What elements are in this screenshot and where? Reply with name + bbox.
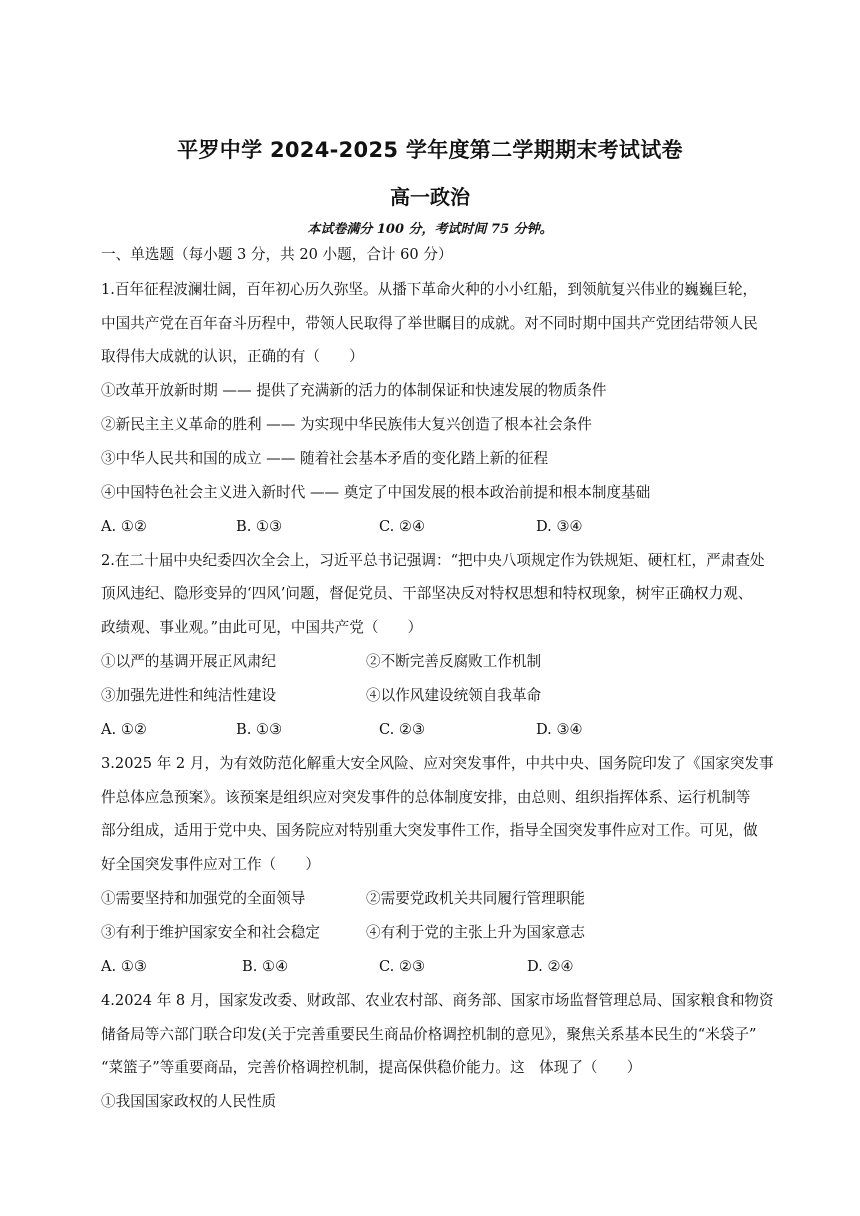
q1-stem-line: 1.百年征程波澜壮阔，百年初心历久弥坚。从播下革命火种的小小红船，到领航复兴伟业的巍巍巨轮， [101, 281, 758, 298]
q1-stem-line: 取得伟大成就的认识，正确的有（ ） [101, 348, 364, 365]
q2-option-b: B. ①③ [236, 721, 283, 738]
q2-item: ①以严的基调开展正风肃纪 [101, 653, 277, 670]
q1-option-b: B. ①③ [236, 518, 283, 535]
q2-item: ②不断完善反腐败工作机制 [366, 653, 542, 670]
q2-stem-line: 政绩观、事业观。”由此可见，中国共产党（ ） [101, 619, 423, 636]
q3-option-c: C. ②③ [379, 958, 426, 975]
q2-item: ③加强先进性和纯洁性建设 [101, 687, 277, 704]
q3-item: ④有利于党的主张上升为国家意志 [366, 924, 585, 941]
section-heading: 一、单选题（每小题 3 分，共 20 小题，合计 60 分） [101, 246, 453, 263]
q1-item: ①改革开放新时期 —— 提供了充满新的活力的体制保证和快速发展的物质条件 [101, 382, 607, 399]
exam-title: 平罗中学 2024-2025 学年度第二学期期末考试试卷 [177, 138, 683, 162]
q1-option-c: C. ②④ [379, 518, 426, 535]
q3-stem-line: 好全国突发事件应对工作（ ） [101, 856, 320, 873]
q3-option-b: B. ①④ [242, 958, 289, 975]
q4-stem-line: 储备局等六部门联合印发(关于完善重要民生商品价格调控机制的意见》，聚焦关系基本民生的“米袋子” [101, 1026, 757, 1043]
q3-stem-line: 3.2025 年 2 月，为有效防范化解重大安全风险、应对突发事件，中共中央、国务院印发了《国家突发事 [101, 755, 774, 772]
q3-stem-line: 件总体应急预案》。该预案是组织应对突发事件的总体制度安排，由总则、组织指挥体系、运行机制等 [101, 789, 751, 806]
q3-item: ②需要党政机关共同履行管理职能 [366, 890, 585, 907]
q2-stem-line: 2.在二十届中央纪委四次全会上，习近平总书记强调：“把中央八项规定作为铁规矩、硬杠杠，严肃查处 [101, 552, 765, 569]
q4-item: ①我国国家政权的人民性质 [101, 1093, 277, 1110]
q3-option-a: A. ①③ [101, 958, 147, 975]
q4-stem-line: “菜篮子”等重要商品，完善价格调控机制，提高保供稳价能力。这 体现了（ ） [101, 1059, 642, 1076]
q3-item: ③有利于维护国家安全和社会稳定 [101, 924, 320, 941]
q3-stem-line: 部分组成，适用于党中央、国务院应对特别重大突发事件工作，指导全国突发事件应对工作。可见，做 [101, 822, 758, 839]
q1-item: ③中华人民共和国的成立 —— 随着社会基本矛盾的变化踏上新的征程 [101, 450, 549, 467]
q2-item: ④以作风建设统领自我革命 [366, 687, 542, 704]
q2-stem-line: 顶风违纪、隐形变异的‘四风’问题，督促党员、干部坚决反对特权思想和特权现象，树牢正确权力观、 [101, 585, 753, 602]
q1-item: ②新民主主义革命的胜利 —— 为实现中华民族伟大复兴创造了根本社会条件 [101, 416, 592, 433]
q2-option-d: D. ③④ [536, 721, 583, 738]
q3-option-d: D. ②④ [527, 958, 574, 975]
q1-item: ④中国特色社会主义进入新时代 —— 奠定了中国发展的根本政治前提和根本制度基础 [101, 484, 651, 501]
exam-subject: 高一政治 [390, 185, 470, 209]
q1-stem-line: 中国共产党在百年奋斗历程中，带领人民取得了举世瞩目的成就。对不同时期中国共产党团结带领人民 [101, 315, 758, 332]
q2-option-a: A. ①② [101, 721, 147, 738]
q1-option-a: A. ①② [101, 518, 147, 535]
q2-option-c: C. ②③ [379, 721, 426, 738]
q1-option-d: D. ③④ [536, 518, 583, 535]
q4-stem-line: 4.2024 年 8 月，国家发改委、财政部、农业农村部、商务部、国家市场监督管理总局、国家粮食和物资 [101, 992, 774, 1009]
exam-note: 本试卷满分 100 分，考试时间 75 分钟。 [307, 222, 553, 237]
q3-item: ①需要坚持和加强党的全面领导 [101, 890, 306, 907]
